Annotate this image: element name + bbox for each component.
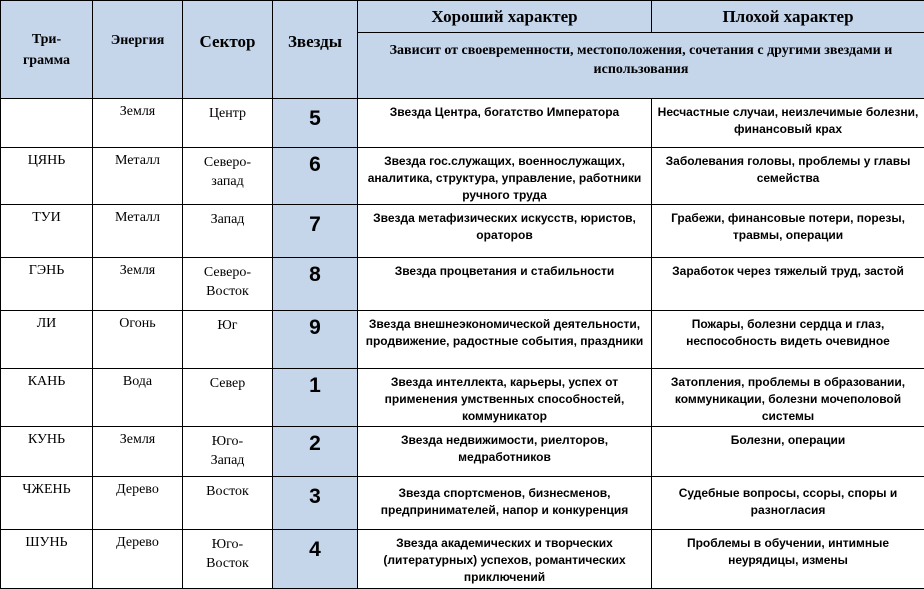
good-cell: Звезда интеллекта, карьеры, успех от применения умственных способностей, коммуникатор (358, 369, 652, 427)
bad-cell: Заработок через тяжелый труд, застой (652, 258, 924, 311)
energy-cell: Вода (93, 369, 183, 427)
sector-cell: Восток (183, 477, 273, 530)
good-cell: Звезда внешнеэкономической деятельности, продвижение, радостные события, праздники (358, 311, 652, 369)
bad-cell: Грабежи, финансовые потери, порезы, травмы, операции (652, 205, 924, 258)
header-bad: Плохой характер (652, 1, 924, 33)
table-row (1, 427, 924, 477)
table-row (1, 369, 924, 427)
star-number: 3 (273, 477, 358, 530)
energy-cell: Дерево (93, 477, 183, 530)
energy-cell: Земля (93, 427, 183, 477)
bad-cell: Заболевания головы, проблемы у главы семейства (652, 148, 924, 205)
trigram-cell: ГЭНЬ (1, 258, 93, 311)
sector-cell: Центр (183, 99, 273, 148)
header-energy: Энергия (93, 1, 183, 99)
star-number: 9 (273, 311, 358, 369)
trigram-cell: ТУИ (1, 205, 93, 258)
energy-cell: Дерево (93, 530, 183, 589)
trigram-cell: ЧЖЕНЬ (1, 477, 93, 530)
bad-cell: Несчастные случаи, неизлечимые болезни, финансовый крах (652, 99, 924, 148)
star-number: 4 (273, 530, 358, 589)
header-note: Зависит от своевременности, местоположения, сочетания с другими звездами и использования (358, 33, 924, 99)
energy-cell: Огонь (93, 311, 183, 369)
sector-cell: Север (183, 369, 273, 427)
energy-cell: Металл (93, 205, 183, 258)
bad-cell: Судебные вопросы, ссоры, споры и разногласия (652, 477, 924, 530)
bad-cell: Затопления, проблемы в образовании, коммуникации, болезни мочеполовой системы (652, 369, 924, 427)
trigram-cell: ЦЯНЬ (1, 148, 93, 205)
good-cell: Звезда спортсменов, бизнесменов, предпринимателей, напор и конкуренция (358, 477, 652, 530)
table-row (1, 477, 924, 530)
sector-cell: Юго- Запад (183, 427, 273, 477)
bad-cell: Болезни, операции (652, 427, 924, 477)
star-number: 8 (273, 258, 358, 311)
table-row (1, 530, 924, 589)
header-stars: Звезды (273, 1, 358, 99)
sector-cell: Запад (183, 205, 273, 258)
sector-cell: Северо- запад (183, 148, 273, 205)
bad-cell: Проблемы в обучении, интимные неурядицы, измены (652, 530, 924, 589)
good-cell: Звезда академических и творческих (литературных) успехов, романтических приключений (358, 530, 652, 589)
trigram-cell: ЛИ (1, 311, 93, 369)
trigram-cell: КАНЬ (1, 369, 93, 427)
good-cell: Звезда Центра, богатство Императора (358, 99, 652, 148)
header-trigram: Три- грамма (1, 1, 93, 99)
trigram-cell: КУНЬ (1, 427, 93, 477)
good-cell: Звезда метафизических искусств, юристов, ораторов (358, 205, 652, 258)
table-row (1, 311, 924, 369)
energy-cell: Металл (93, 148, 183, 205)
energy-cell: Земля (93, 99, 183, 148)
star-number: 6 (273, 148, 358, 205)
header-row (1, 1, 924, 33)
star-number: 5 (273, 99, 358, 148)
sector-cell: Юго- Восток (183, 530, 273, 589)
table-row (1, 148, 924, 205)
table-row (1, 99, 924, 148)
header-good: Хороший характер (358, 1, 652, 33)
trigram-cell: ШУНЬ (1, 530, 93, 589)
sector-cell: Северо- Восток (183, 258, 273, 311)
trigram-cell (1, 99, 93, 148)
header-sector: Сектор (183, 1, 273, 99)
star-number: 2 (273, 427, 358, 477)
bad-cell: Пожары, болезни сердца и глаз, неспособность видеть очевидное (652, 311, 924, 369)
star-number: 1 (273, 369, 358, 427)
table-row (1, 205, 924, 258)
good-cell: Звезда процветания и стабильности (358, 258, 652, 311)
star-number: 7 (273, 205, 358, 258)
sector-cell: Юг (183, 311, 273, 369)
good-cell: Звезда гос.служащих, военнослужащих, аналитика, структура, управление, работники ручного труда (358, 148, 652, 205)
energy-cell: Земля (93, 258, 183, 311)
table-row (1, 258, 924, 311)
good-cell: Звезда недвижимости, риелторов, медработников (358, 427, 652, 477)
